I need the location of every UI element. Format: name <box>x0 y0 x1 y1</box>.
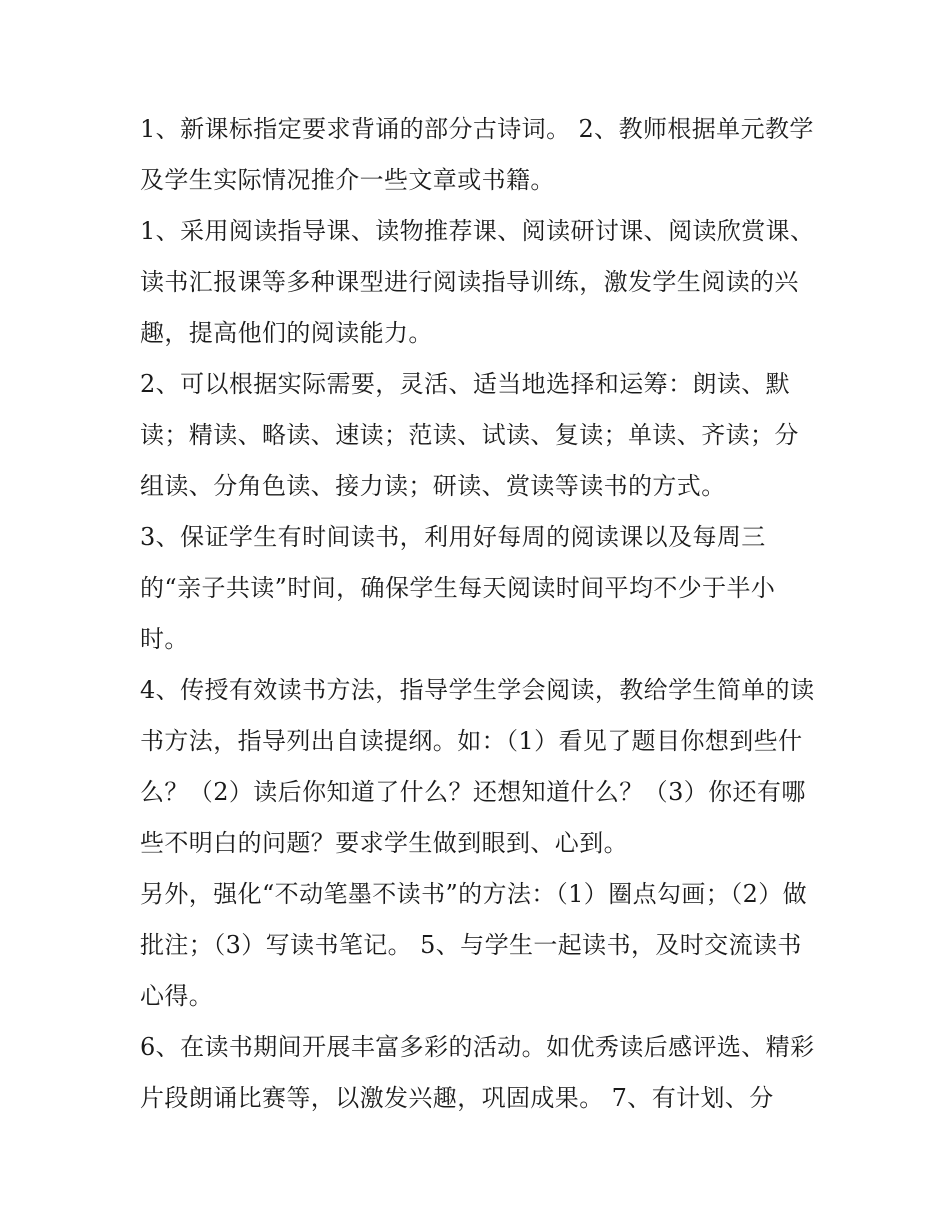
paragraph-reading-methods: 2、可以根据实际需要，灵活、适当地选择和运筹：朗读、默读；精读、略读、速读；范读、试读、复读；单读、齐读；分组读、分角色读、接力读；研读、赏读等读书的方式。 <box>140 370 799 500</box>
paragraph-activities: 6、在读书期间开展丰富多彩的活动。如优秀读后感评选、精彩片段朗诵比赛等，以激发兴趣，巩固成果。 7、有计划、分 <box>140 1033 815 1112</box>
paragraph-recitation-list: 1、新课标指定要求背诵的部分古诗词。 2、教师根据单元教学及学生实际情况推介一些文章或书籍。 <box>140 115 814 194</box>
paragraph-note-taking: 另外，强化“不动笔墨不读书”的方法：（1）圈点勾画；（2）做批注；（3）写读书笔记。 5、与学生一起读书，及时交流读书心得。 <box>140 880 808 1010</box>
paragraph-reading-guidance: 4、传授有效读书方法，指导学生学会阅读，教给学生简单的读书方法，指导列出自读提纲。如：（1）看见了题目你想到些什么？（2）读后你知道了什么？还想知道什么？（3）你还有哪些不明白的问题？要求学生做到眼到、心到。 <box>140 676 815 857</box>
document-body <box>140 104 820 1124</box>
paragraph-reading-time: 3、保证学生有时间读书，利用好每周的阅读课以及每周三的“亲子共读”时间，确保学生每天阅读时间平均不少于半小时。 <box>140 523 776 653</box>
paragraph-course-types: 1、采用阅读指导课、读物推荐课、阅读研讨课、阅读欣赏课、读书汇报课等多种课型进行阅读指导训练，激发学生阅读的兴趣，提高他们的阅读能力。 <box>140 217 815 347</box>
